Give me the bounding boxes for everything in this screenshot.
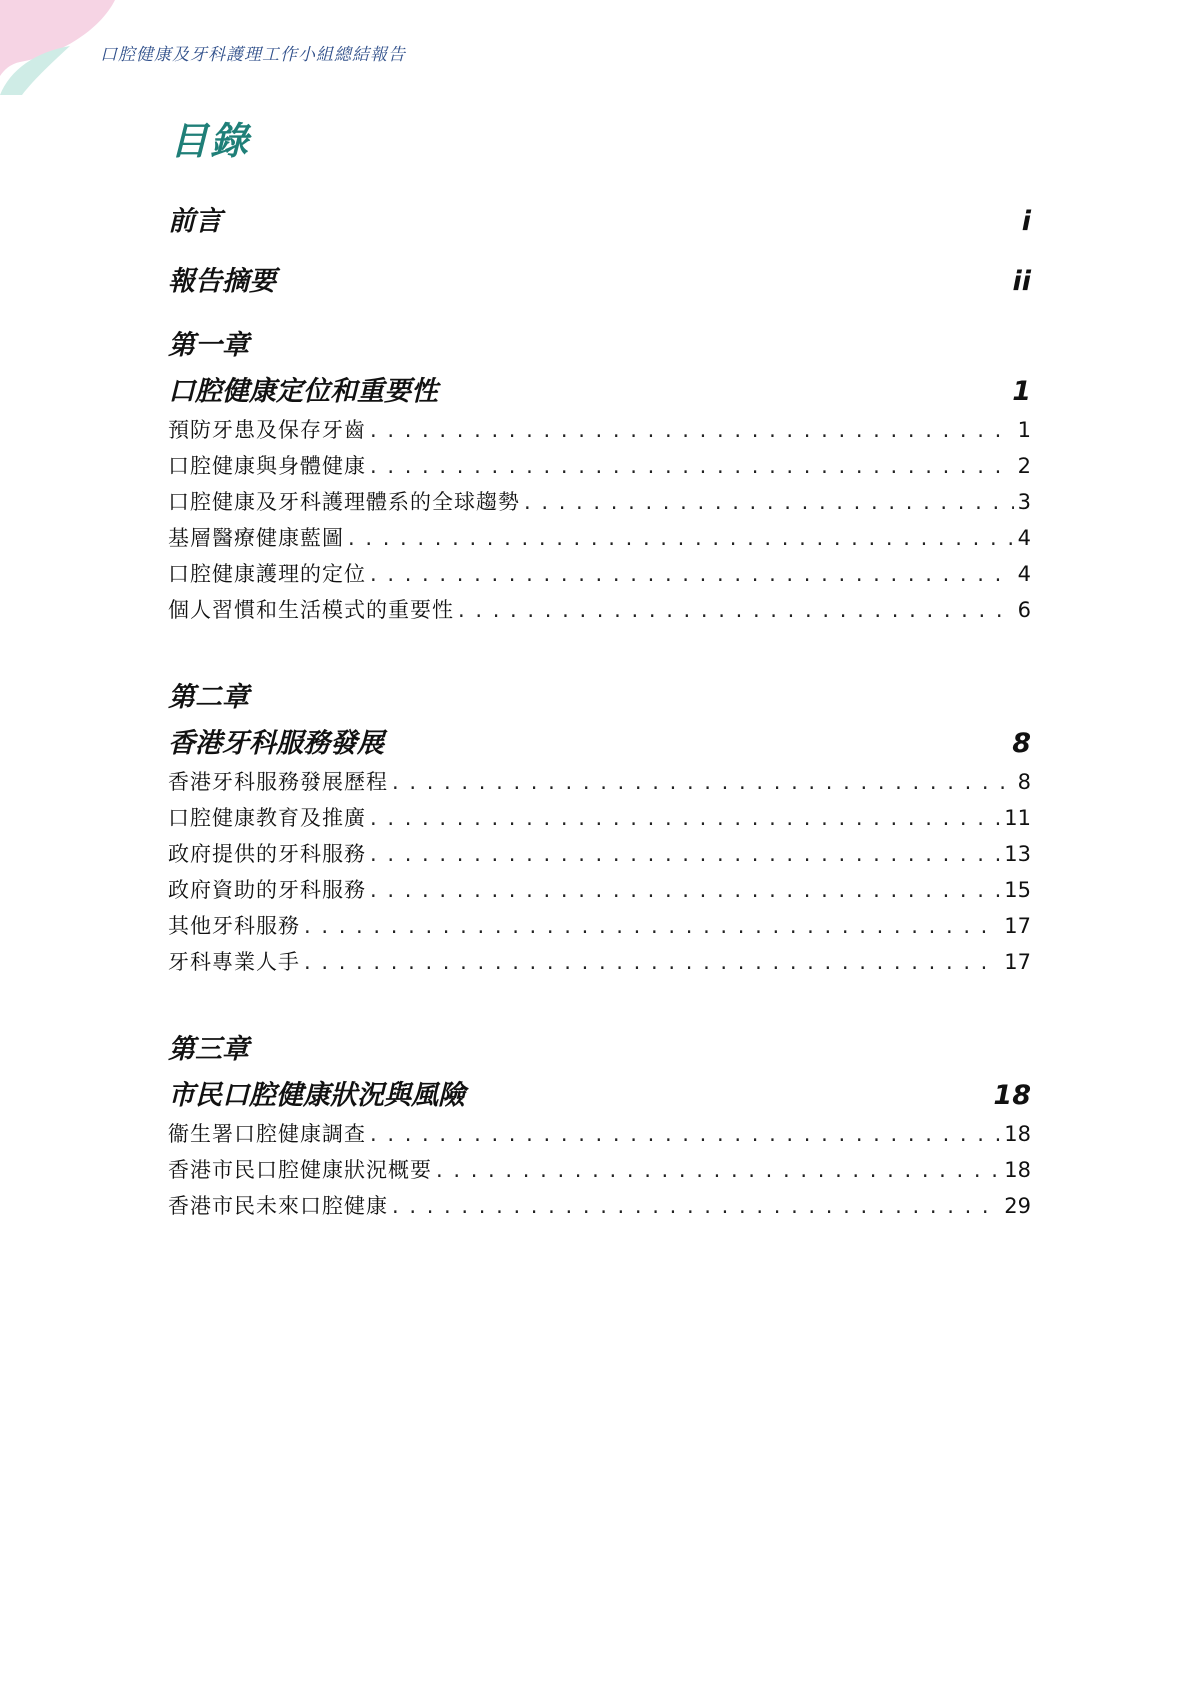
toc-entry-preface[interactable] <box>168 200 1031 260</box>
toc-entry-page: ii <box>1012 266 1031 297</box>
chapter-3 <box>168 1028 1031 1224</box>
toc-entry-label: 口腔健康與身體健康 <box>168 454 366 478</box>
toc-entry[interactable] <box>168 944 1031 980</box>
page-title: 目錄 <box>170 119 251 163</box>
toc-entry-label: 口腔健康護理的定位 <box>168 562 366 586</box>
running-header: 口腔健康及牙科護理工作小組總結報告 <box>100 45 406 65</box>
table-of-contents <box>168 200 1031 1224</box>
toc-entry-label: 口腔健康教育及推廣 <box>168 806 366 830</box>
toc-entry[interactable] <box>168 1116 1031 1152</box>
dot-leader <box>304 944 1000 980</box>
toc-entry-label: 香港牙科服務發展歷程 <box>168 770 388 794</box>
dot-leader <box>370 412 1014 448</box>
toc-entry[interactable] <box>168 1188 1031 1224</box>
dot-leader <box>392 764 1014 800</box>
chapter-label: 第一章 <box>168 330 249 361</box>
toc-entry-label: 政府資助的牙科服務 <box>168 878 366 902</box>
toc-entry-page: 18 <box>1004 1158 1031 1182</box>
toc-entry[interactable] <box>168 556 1031 592</box>
toc-entry-label: 牙科專業人手 <box>168 950 300 974</box>
chapter-title-text: 市民口腔健康狀況與風險 <box>168 1080 465 1111</box>
toc-entry[interactable] <box>168 484 1031 520</box>
dot-leader <box>458 592 1014 628</box>
toc-entry-page: 3 <box>1017 490 1031 514</box>
dot-leader <box>348 520 1014 556</box>
chapter-title[interactable] <box>168 1076 1031 1116</box>
toc-entry-label: 前言 <box>168 206 222 237</box>
chapter-2 <box>168 676 1031 980</box>
dot-leader <box>524 484 1014 520</box>
dot-leader <box>370 836 1000 872</box>
toc-entry-label: 政府提供的牙科服務 <box>168 842 366 866</box>
toc-entry[interactable] <box>168 836 1031 872</box>
toc-entry-label: 基層醫療健康藍圖 <box>168 526 344 550</box>
toc-entry-page: 17 <box>1004 950 1031 974</box>
chapter-1 <box>168 324 1031 628</box>
dot-leader <box>436 1152 1000 1188</box>
dot-leader <box>370 556 1014 592</box>
toc-entry-page: 15 <box>1004 878 1031 902</box>
toc-entry-page: 13 <box>1004 842 1031 866</box>
chapter-entries <box>168 764 1031 980</box>
toc-entry-page: 8 <box>1017 770 1031 794</box>
chapter-title[interactable] <box>168 724 1031 764</box>
toc-entry-page: 1 <box>1017 418 1031 442</box>
toc-entry-page: 11 <box>1004 806 1031 830</box>
toc-entry-label: 其他牙科服務 <box>168 914 300 938</box>
chapter-label: 第三章 <box>168 1034 249 1065</box>
chapter-title-text: 香港牙科服務發展 <box>168 728 384 759</box>
dot-leader <box>370 1116 1000 1152</box>
chapter-page: 8 <box>1012 728 1031 759</box>
chapter-title-text: 口腔健康定位和重要性 <box>168 376 438 407</box>
toc-entry-page: 6 <box>1017 598 1031 622</box>
toc-entry[interactable] <box>168 908 1031 944</box>
dot-leader <box>392 1188 1000 1224</box>
toc-entry-label: 預防牙患及保存牙齒 <box>168 418 366 442</box>
toc-entry[interactable] <box>168 872 1031 908</box>
toc-entry[interactable] <box>168 1152 1031 1188</box>
toc-entry-label: 香港市民口腔健康狀況概要 <box>168 1158 432 1182</box>
dot-leader <box>370 800 1000 836</box>
toc-entry-page: 4 <box>1017 562 1031 586</box>
toc-entry[interactable] <box>168 448 1031 484</box>
toc-entry-label: 口腔健康及牙科護理體系的全球趨勢 <box>168 490 520 514</box>
chapter-page: 1 <box>1012 376 1031 407</box>
toc-entry[interactable] <box>168 764 1031 800</box>
toc-entry-page: i <box>1021 206 1031 237</box>
toc-entry-summary[interactable] <box>168 260 1031 320</box>
dot-leader <box>370 448 1014 484</box>
toc-entry-page: 17 <box>1004 914 1031 938</box>
toc-entry-page: 29 <box>1004 1194 1031 1218</box>
toc-entry[interactable] <box>168 592 1031 628</box>
chapter-entries <box>168 1116 1031 1224</box>
dot-leader <box>304 908 1000 944</box>
toc-entry-page: 4 <box>1017 526 1031 550</box>
toc-entry[interactable] <box>168 800 1031 836</box>
dot-leader <box>370 872 1000 908</box>
chapter-title[interactable] <box>168 372 1031 412</box>
chapter-page: 18 <box>993 1080 1031 1111</box>
toc-entry-label: 衞生署口腔健康調查 <box>168 1122 366 1146</box>
toc-entry-label: 報告摘要 <box>168 266 276 297</box>
toc-entry-page: 18 <box>1004 1122 1031 1146</box>
toc-entry[interactable] <box>168 520 1031 556</box>
toc-entry[interactable] <box>168 412 1031 448</box>
toc-entry-label: 香港市民未來口腔健康 <box>168 1194 388 1218</box>
chapter-label: 第二章 <box>168 682 249 713</box>
chapter-entries <box>168 412 1031 628</box>
toc-entry-label: 個人習慣和生活模式的重要性 <box>168 598 454 622</box>
toc-entry-page: 2 <box>1017 454 1031 478</box>
